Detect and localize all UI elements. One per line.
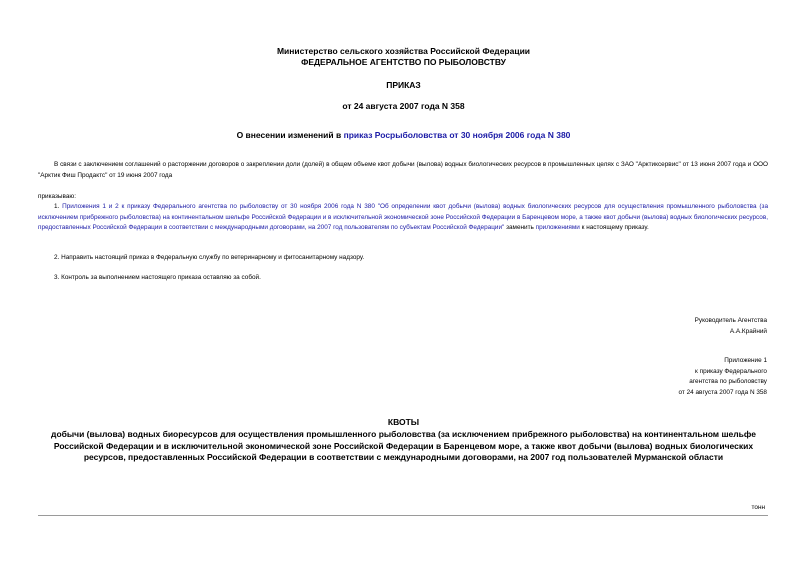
item-1-link[interactable]: Приложения 1 и 2 к приказу Федерального агентства по рыболовству от 30 ноября 2006 года N 380 "Об определении квот добычи (вылова) водных биологических ресурсов для осуществления промышленного рыболовства (за исключением прибрежного рыболовства) на континентальном шельфе Российской Федерации и в исключительной экономической зоне Российской Федерации в Баренцевом море, а также квот добычи (вылова) водных биологических ресурсов, предоставленных Российской Федерации в соответствии с международными договорами, на 2007 год пользователям по субъектам Российской Федерации" (38, 203, 768, 231)
item-1-end: к настоящему приказу. (579, 224, 649, 231)
quotas-description: добычи (вылова) водных биоресурсов для осуществления промышленного рыболовства (за исключением прибрежного рыболовства) на континентальном шельфе Российской Федерации и в исключительной экономической зоне Российской Федерации в Баренцевом море, а также квот добычи (вылова) водных биологических ресурсов, предоставленных Российской Федерации в соответствии с международными договорами, на 2007 год пользователей Мурманской области (51, 429, 756, 462)
item-1-number: 1. (54, 203, 63, 210)
ministry-heading: Министерство сельского хозяйства Российской Федерации (276, 46, 531, 56)
appendix-line-3: агентства по рыболовству (689, 378, 767, 385)
item-2: 2. Направить настоящий приказ в Федеральную службу по ветеринарному и фитосанитарному надзору. (54, 254, 365, 261)
signature-name: А.А.Крайний (729, 327, 767, 335)
item-1-mid: заменить (504, 224, 536, 231)
doc-type: ПРИКАЗ (386, 80, 421, 90)
doc-subject (0, 130, 807, 140)
item-1 (38, 202, 768, 234)
signature-position: Руководитель Агентства (694, 317, 767, 324)
appendix-line-1: Приложение 1 (724, 357, 767, 364)
quotas-heading: КВОТЫ (387, 417, 420, 427)
intro-paragraph: В связи с заключением соглашений о расторжении договоров о закреплении доли (долей) в общем объеме квот добычи (вылова) водных биологических ресурсов в промышленных целях с ЗАО "Арктиксервис" от 13 июня 2007 года и ООО "Арктик Фиш Продактс" от 19 июня 2007 года (38, 161, 768, 179)
signature-block (695, 316, 767, 337)
item-3: 3. Контроль за выполнением настоящего приказа оставляю за собой. (54, 274, 261, 281)
appendix-line-4: от 24 августа 2007 года N 358 (678, 388, 767, 396)
agency-heading: ФЕДЕРАЛЬНОЕ АГЕНТСТВО ПО РЫБОЛОВСТВУ (301, 57, 506, 67)
order-word: приказываю: (38, 193, 76, 200)
item-1-appendix-link[interactable]: приложениями (535, 224, 580, 231)
appendix-line-2: к приказу Федерального (695, 367, 767, 375)
doc-date: от 24 августа 2007 года N 358 (342, 101, 465, 111)
subject-prefix: О внесении изменений в (236, 130, 344, 140)
table-unit: тонн (751, 504, 765, 511)
appendix-block (679, 356, 768, 398)
subject-link[interactable]: приказ Росрыболовства от 30 ноября 2006 года N 380 (343, 130, 571, 140)
table-top-rule (38, 515, 768, 516)
